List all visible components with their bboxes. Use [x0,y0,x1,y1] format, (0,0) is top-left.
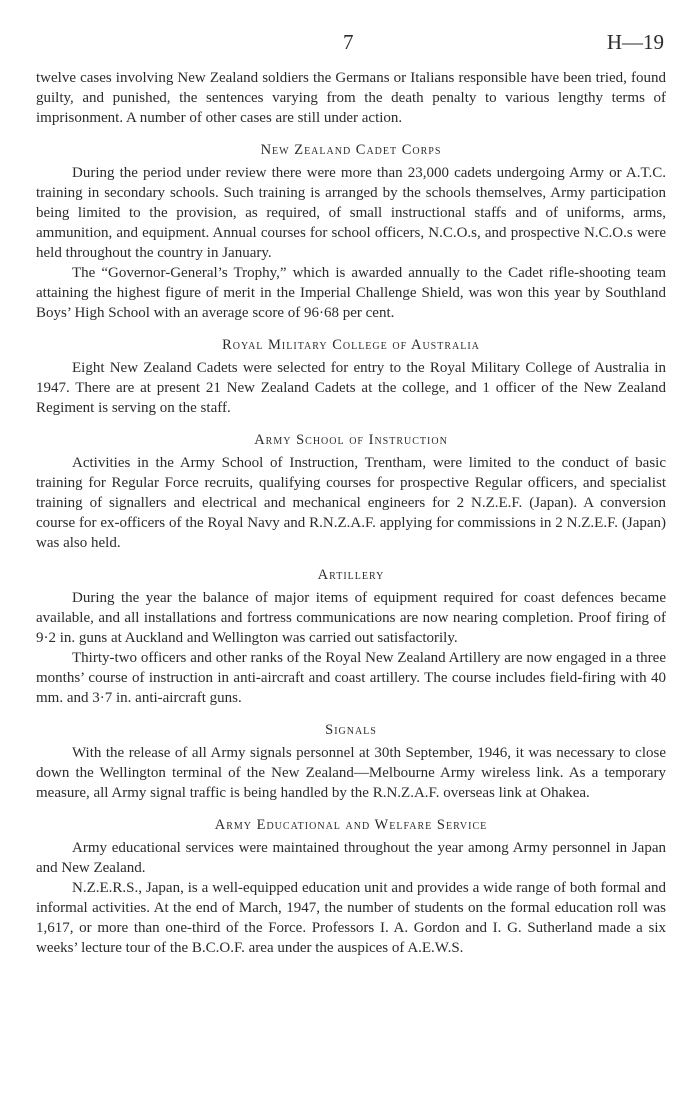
heading-signals: Signals [325,722,377,738]
paragraph-rmc-cadets: Eight New Zealand Cadets were selected for entry to the Royal Military College of Australia in 1947. There are at present 21 New Zealand Cadets at the college, and 1 officer of the New Zealand Regiment is serving on the staff. [36,360,666,416]
paragraph-continued: twelve cases involving New Zealand soldiers the Germans or Italians responsible have been tried, found guilty, and punished, the sentences varying from the death penalty to various lengthy terms of imprisonment. A number of other cases are still under action. [36,70,666,126]
page-number: 7 [343,30,354,54]
heading-artillery: Artillery [317,567,385,583]
heading-cadet-corps: New Zealand Cadet Corps [260,142,442,158]
heading-army-school-instruction: Army School of Instruction [254,432,448,448]
document-body [36,68,666,958]
paragraph-education-services: Army educational services were maintained throughout the year among Army personnel in Japan and New Zealand. [36,840,666,876]
paragraph-artillery-course: Thirty-two officers and other ranks of the Royal New Zealand Artillery are now engaged in a three months’ course of instruction in anti-aircraft and coast artillery. The course includes field-firing with 40 mm. and 3·7 in. anti-aircraft guns. [36,650,666,706]
paragraph-cadets-training: During the period under review there were more than 23,000 cadets undergoing Army or A.T.C. training in secondary schools. Such training is arranged by the schools themselves, Army participation being limited to the provision, as required, of small instructional staffs and of uniforms, arms, ammunition, and equipment. Annual courses for school officers, N.C.O.s, and prospective N.C.O.s were held throughout the country in January. [36,165,666,261]
heading-royal-military-college: Royal Military College of Australia [222,337,480,353]
document-reference: H—19 [606,30,664,54]
heading-education-welfare: Army Educational and Welfare Service [214,817,488,833]
paragraph-school-activities: Activities in the Army School of Instruction, Trentham, were limited to the conduct of basic training for Regular Force recruits, qualifying courses for prospective Regular officers, and specialist training of signallers and electrical and mechanical engineers for 2 N.Z.E.F. (Japan). A conversion course for ex-officers of the Royal Navy and R.N.Z.A.F. applying for commissions in 2 N.Z.E.F. (Japan) was also held. [36,455,666,551]
paragraph-nzers-japan: N.Z.E.R.S., Japan, is a well-equipped education unit and provides a wide range of both formal and informal activities. At the end of March, 1947, the number of students on the formal education roll was 1,617, or more than one-third of the Force. Professors I. A. Gordon and I. G. Sutherland made a six weeks’ lecture tour of the B.C.O.F. area under the auspices of A.E.W.S. [36,880,666,956]
paragraph-coast-defences: During the year the balance of major items of equipment required for coast defences became available, and all installations and fortress communications are now nearing completion. Proof firing of 9·2 in. guns at Auckland and Wellington was carried out satisfactorily. [36,590,666,646]
paragraph-signals-release: With the release of all Army signals personnel at 30th September, 1946, it was necessary to close down the Wellington terminal of the New Zealand—Melbourne Army wireless link. As a temporary measure, all Army signal traffic is being handled by the R.N.Z.A.F. overseas link at Ohakea. [36,745,666,801]
page-header [0,30,700,54]
paragraph-governor-generals-trophy: The “Governor-General’s Trophy,” which is awarded annually to the Cadet rifle-shooting team attaining the highest figure of merit in the Imperial Challenge Shield, was won this year by Southland Boys’ High School with an average score of 96·68 per cent. [36,265,666,321]
